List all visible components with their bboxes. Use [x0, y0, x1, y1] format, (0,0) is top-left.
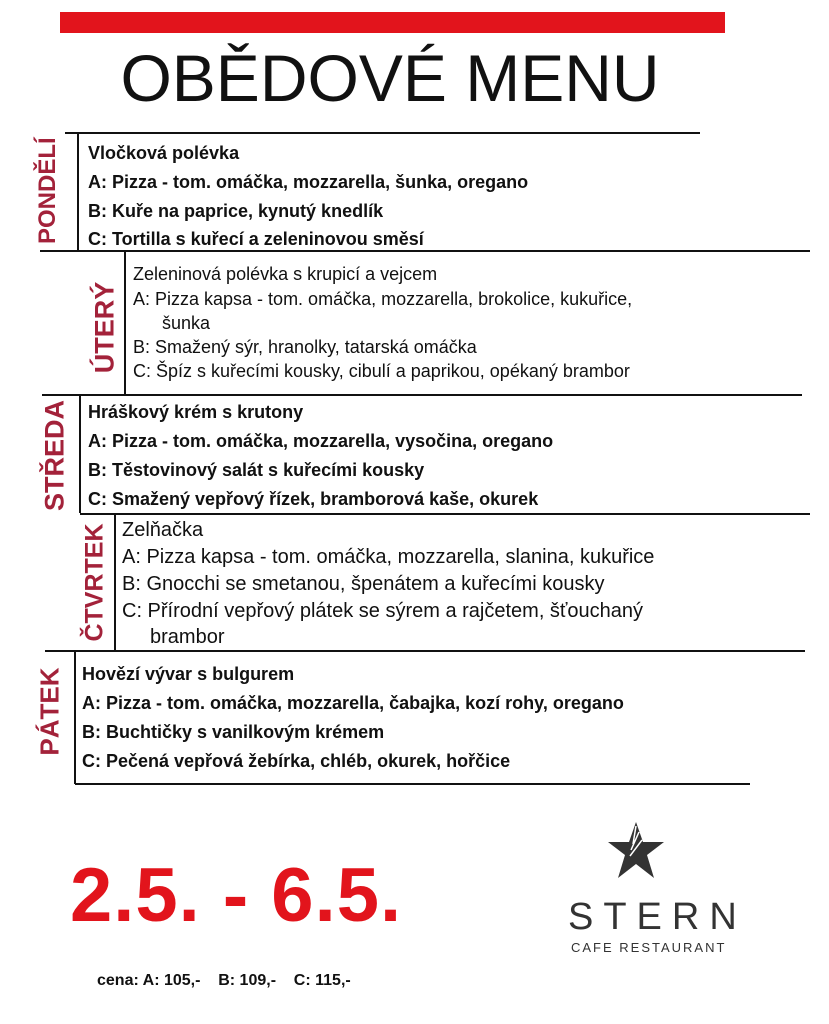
divider — [45, 650, 805, 652]
divider — [77, 132, 79, 250]
divider — [79, 394, 81, 513]
menu-line: B: Smažený sýr, hranolky, tatarská omáčka — [133, 337, 477, 357]
menu-line: A: Pizza kapsa - tom. omáčka, mozzarella, slanina, kukuřice — [122, 546, 655, 568]
day-label-friday: PÁTEK — [34, 667, 65, 756]
menu-line: Hráškový krém s krutony — [88, 402, 304, 422]
menu-line: Zelňačka — [122, 519, 204, 541]
star-icon — [606, 820, 666, 882]
divider — [74, 650, 76, 784]
logo-subtitle: CAFE RESTAURANT — [571, 940, 727, 955]
logo-name: STERN — [568, 896, 747, 938]
menu-line: brambor — [150, 626, 225, 648]
menu-line: Vločková polévka — [88, 143, 240, 163]
menu-line: C: Tortilla s kuřecí a zeleninovou směsí — [88, 229, 424, 249]
menu-line: A: Pizza kapsa - tom. omáčka, mozzarella, brokolice, kukuřice, — [133, 289, 633, 309]
menu-line: B: Gnocchi se smetanou, špenátem a kuřecími kousky — [122, 573, 605, 595]
divider — [40, 250, 810, 252]
red-header-bar — [60, 12, 725, 33]
divider — [114, 513, 116, 651]
menu-line: Zeleninová polévka s krupicí a vejcem — [133, 264, 438, 284]
menu-line: A: Pizza - tom. omáčka, mozzarella, šunka, oregano — [88, 172, 529, 192]
day-label-wednesday: STŘEDA — [39, 400, 70, 512]
menu-line: C: Špíz s kuřecími kousky, cibulí a paprikou, opékaný brambor — [133, 361, 630, 381]
divider — [80, 513, 810, 515]
menu-line: B: Buchtičky s vanilkovým krémem — [82, 722, 385, 742]
menu-line: šunka — [162, 313, 211, 333]
page-title: OBĚDOVÉ MENU — [120, 41, 660, 115]
menu-line: A: Pizza - tom. omáčka, mozzarella, vysočina, oregano — [88, 431, 554, 451]
menu-line: Hovězí vývar s bulgurem — [82, 664, 295, 684]
menu-line: C: Přírodní vepřový plátek se sýrem a rajčetem, šťouchaný — [122, 600, 644, 622]
menu-line: B: Těstovinový salát s kuřecími kousky — [88, 460, 425, 480]
day-label-monday: PONDĚLÍ — [34, 137, 61, 244]
menu-line: A: Pizza - tom. omáčka, mozzarella, čabajka, kozí rohy, oregano — [82, 693, 624, 713]
divider — [124, 250, 126, 394]
divider — [42, 394, 802, 396]
date-range: 2.5. - 6.5. — [70, 853, 403, 938]
menu-line: B: Kuře na paprice, kynutý knedlík — [88, 201, 384, 221]
day-label-thursday: ČTVRTEK — [80, 523, 109, 642]
day-label-tuesday: ÚTERÝ — [89, 281, 120, 374]
menu-line: C: Pečená vepřová žebírka, chléb, okurek, hořčice — [82, 751, 511, 771]
menu-line: C: Smažený vepřový řízek, bramborová kaše, okurek — [88, 489, 539, 509]
price-line: cena: A: 105,- B: 109,- C: 115,- — [97, 972, 351, 989]
divider — [65, 132, 700, 134]
divider — [75, 783, 750, 785]
